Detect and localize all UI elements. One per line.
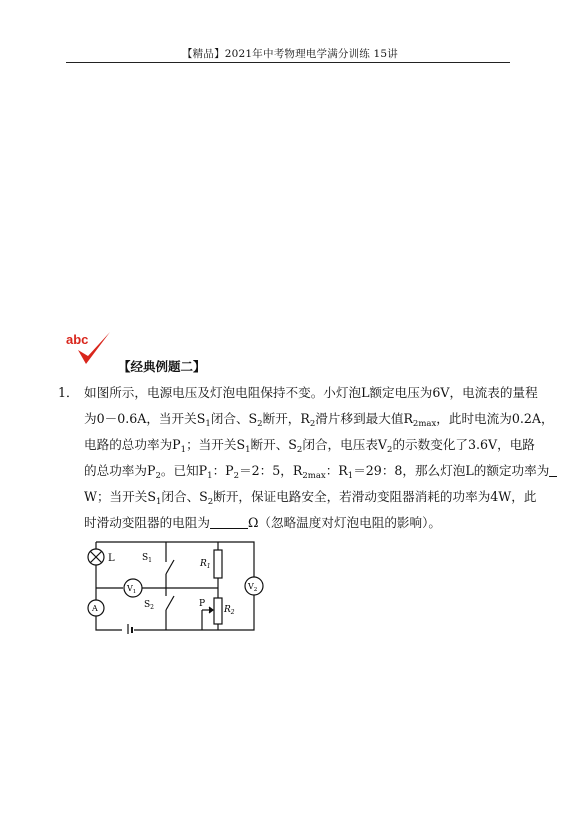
v1-meter-label: $V_1$	[127, 584, 137, 595]
answer-blank-2	[210, 516, 248, 529]
slider-label: P	[199, 599, 206, 609]
header-divider	[66, 62, 510, 63]
r1-label: $R_1$	[200, 559, 211, 570]
problem-line-5: W；当开关$S_1$闭合、$S_2$断开，保证电路安全，若滑动变阻器消耗的功率为4W，此	[84, 489, 537, 507]
r2-label: $R_2$	[224, 605, 235, 616]
problem-line-3: 电路的总功率为$P_1$；当开关$S_1$断开、$S_2$闭合，电压表$V_2$的示数变化了3.6V，电路	[84, 437, 535, 455]
page-header: 【精品】2021年中考物理电学满分训练 15讲	[181, 48, 399, 60]
answer-blank-1	[549, 464, 557, 477]
s1-label: $S_1$	[142, 553, 152, 564]
circuit-diagram	[78, 538, 268, 634]
section-title: 【经典例题二】	[118, 359, 206, 374]
problem-line-6: 时滑动变阻器的电阻为 Ω（忽略温度对灯泡电阻的影响）。	[84, 515, 441, 530]
logo-text: abc	[66, 332, 89, 347]
problem-line-4: 的总功率为$P_2$。已知$P_1$：$P_2=2$：5，$R_{2max}$：$R_1=29$：8，那么灯泡L的额定功率为	[58, 458, 508, 484]
problem-number: 1．	[58, 385, 79, 400]
problem-text	[58, 380, 554, 536]
lamp-label: L	[108, 553, 115, 564]
s2-label: $S_2$	[144, 600, 154, 611]
v2-meter-label: $V_2$	[248, 582, 258, 593]
ammeter-label: A	[92, 604, 98, 613]
problem-line-2: 为0－0.6A，当开关$S_1$闭合、$S_2$断开，$R_2$滑片移到最大值$R_{2max}$，此时电流为0.2A，	[84, 411, 554, 429]
problem-line-1: 1． 如图所示，电源电压及灯泡电阻保持不变。小灯泡L额定电压为6V，电流表的量程	[58, 380, 508, 406]
abc-check-logo	[66, 330, 116, 370]
